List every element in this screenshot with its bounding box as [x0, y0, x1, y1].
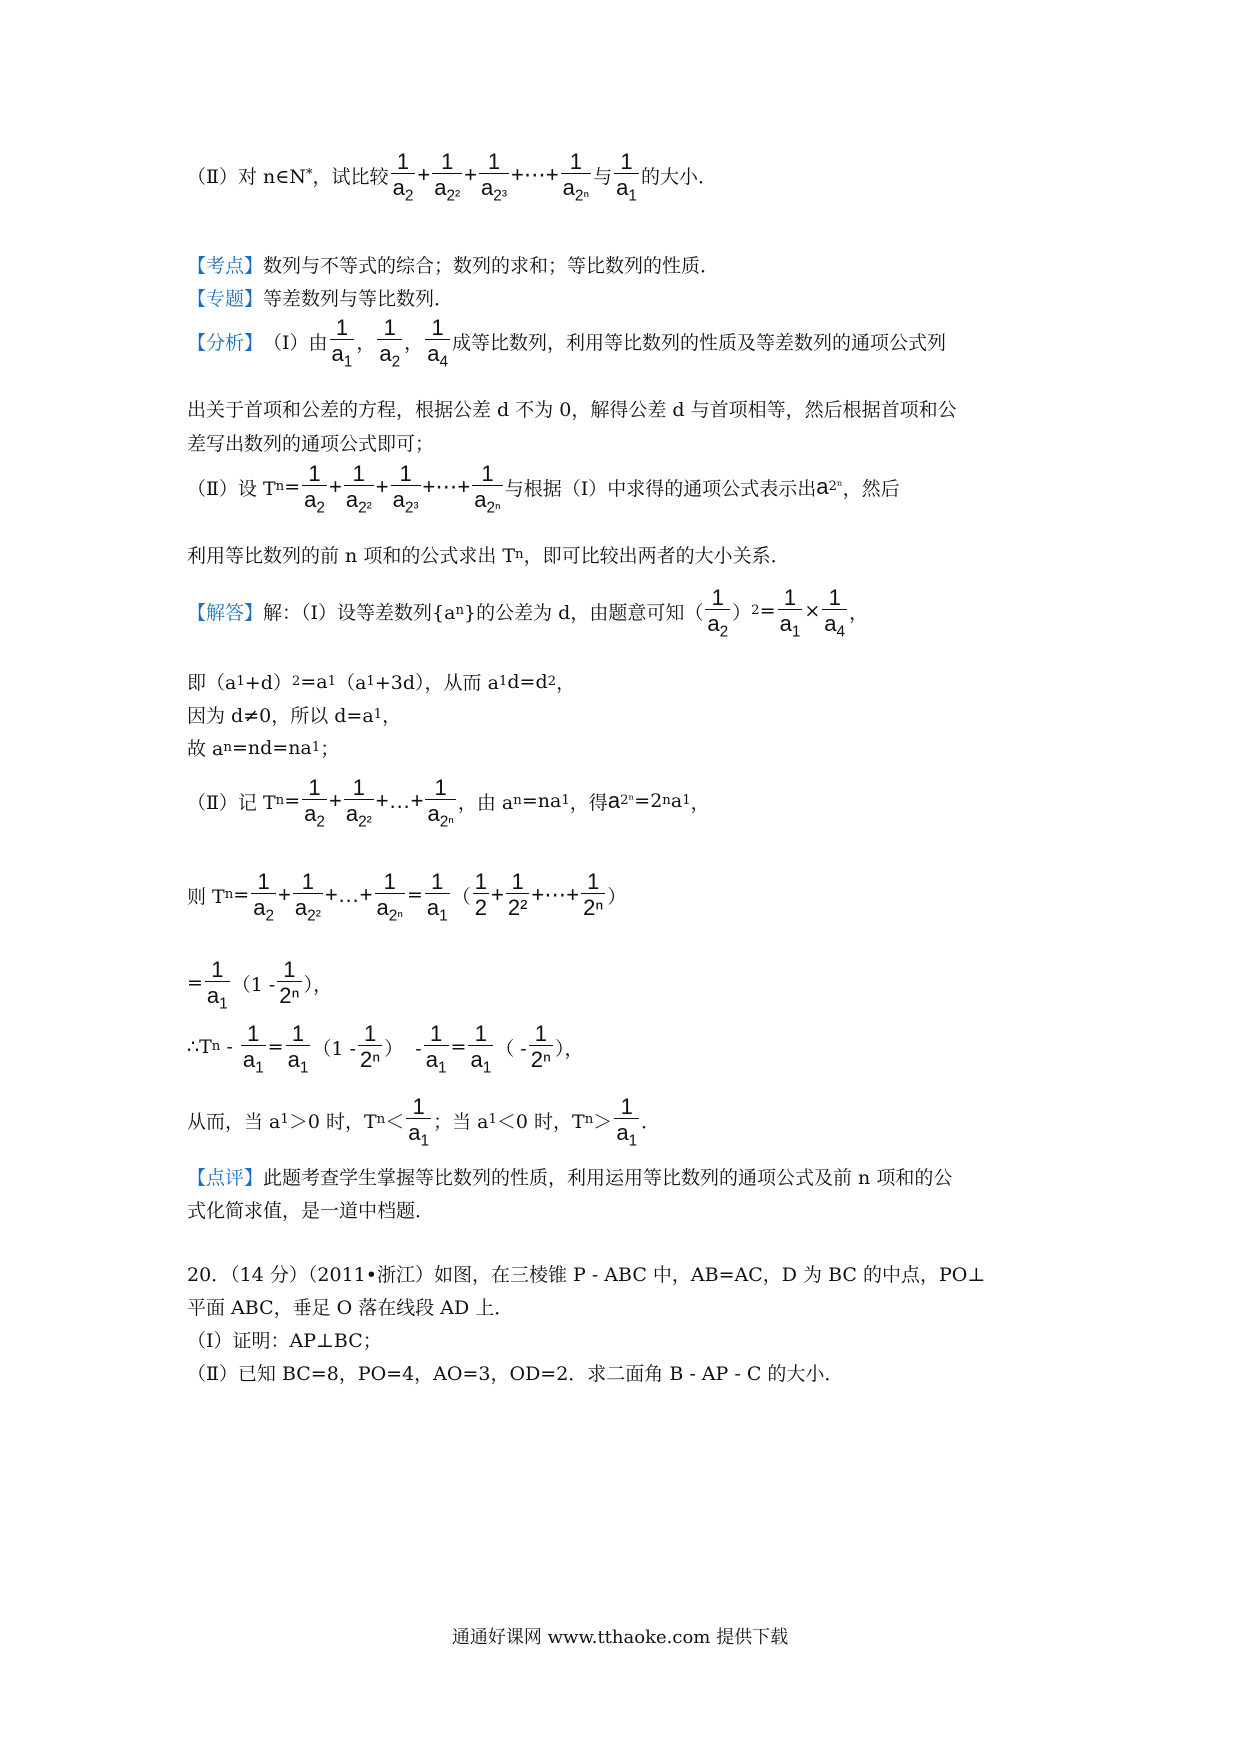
- math-text: a: [392, 175, 405, 201]
- math-text: a: [779, 611, 792, 637]
- footer-credit: 通通好课网 www.tthaoke.com 提供下载: [451, 1627, 789, 1648]
- plus: +: [375, 474, 389, 500]
- subscript: 1: [420, 1132, 430, 1150]
- times: ×: [804, 600, 821, 623]
- q20-line3: [187, 1326, 382, 1353]
- subscript: 2: [404, 187, 414, 205]
- math-text: =: [187, 972, 203, 995]
- fenxi-line2: [187, 395, 957, 422]
- math-text: ；: [320, 738, 340, 760]
- end-text: 的大小．: [640, 165, 717, 188]
- fraction: [205, 957, 230, 1013]
- math-text: 即（a: [187, 672, 237, 694]
- numerator: 1: [620, 149, 633, 174]
- jieda-line3: 因为 d≠0，所以 d=a 1 ，: [187, 701, 401, 728]
- text: 与根据（Ⅰ）中求得的通项公式表示出: [504, 477, 817, 500]
- denominator: [344, 799, 374, 831]
- denominator: [344, 485, 374, 517]
- jieda-line9: 从而，当 a 1 ＞0 时，T n ＜ $\frac{1}{a_1}$ ；当 a 1 ＜0 时，T n ＞ $\frac{1}{a_1}$ ．: [187, 1094, 661, 1150]
- math-text: a: [707, 611, 720, 637]
- zhuanti-text: 等差数列与等比数列．: [263, 288, 454, 310]
- q20-line4: [187, 1359, 843, 1386]
- numerator: 1: [481, 461, 494, 486]
- numerator: 1: [383, 869, 396, 894]
- text: }的公差为 d，由题意可知: [464, 601, 685, 624]
- jieda-line6: 则 T n = $\frac{1}{a_2}$ + $\frac{1}{a_{2^2}}$ +…+ $\frac{1}{a_{2^n}}$ = $\frac{1}{a_1}$ （ $\frac{1}{2}$ + $\frac{1}{\text{2²}}$ +⋯+ $\frac{1}{\text{2ⁿ}}$ ）: [187, 869, 627, 925]
- subscript: 2: [391, 353, 401, 371]
- math-text: +: [278, 882, 291, 908]
- subscript: 2: [265, 907, 275, 925]
- math-text: a: [287, 1047, 300, 1073]
- compare-text: ，试比较: [312, 165, 389, 188]
- subscript: 1: [482, 1059, 492, 1077]
- fraction: [251, 869, 276, 925]
- math-text: ＜: [385, 1110, 405, 1133]
- math-text: （a: [336, 672, 367, 694]
- denominator: 2ⁿ: [530, 1047, 551, 1073]
- denominator: [614, 1118, 639, 1150]
- q20-line1: [187, 1260, 985, 1287]
- fenxi-tag: 【分析】: [187, 331, 264, 354]
- math-text: a: [376, 895, 389, 921]
- fraction: [293, 869, 323, 925]
- numerator: 1: [283, 957, 296, 982]
- text: ，然后: [842, 477, 900, 500]
- fraction: [358, 1022, 382, 1072]
- jieda-line4: 故 a n =nd=na 1 ；: [187, 734, 339, 761]
- fraction: [822, 585, 847, 641]
- denominator: [778, 609, 803, 641]
- denominator: [705, 609, 730, 641]
- fraction: [330, 315, 355, 371]
- paren: （: [684, 601, 704, 624]
- math-text: （: [451, 885, 471, 908]
- numerator: 1: [587, 869, 600, 894]
- numerator: 1: [308, 775, 321, 800]
- math-text: ∴T: [187, 1036, 212, 1059]
- paren: ）: [732, 601, 752, 624]
- denominator: [468, 1045, 493, 1077]
- fraction: [424, 1021, 449, 1077]
- math-text: +: [490, 882, 504, 908]
- denominator: [302, 799, 327, 831]
- denominator: 2²: [507, 895, 528, 921]
- numerator: 1: [511, 869, 524, 894]
- numerator: 1: [308, 461, 321, 486]
- math-text: 则 T: [187, 885, 225, 908]
- fenxi-line5: 利用等比数列的前 n 项和的公式求出 T n ，即可比较出两者的大小关系．: [187, 541, 790, 568]
- comma: ，: [849, 601, 869, 624]
- denominator: [425, 339, 450, 371]
- numerator: 1: [257, 869, 270, 894]
- numerator: 1: [363, 1021, 377, 1046]
- numerator: 1: [352, 775, 365, 800]
- math-text: +: [328, 788, 342, 814]
- math-text: a: [616, 175, 629, 201]
- fraction: [425, 315, 450, 371]
- numerator: 1: [431, 315, 444, 340]
- comma: ，: [404, 331, 424, 354]
- fenxi-line3: [187, 429, 434, 456]
- denominator: [479, 173, 509, 205]
- math-text: a: [304, 801, 317, 827]
- fraction: [705, 585, 730, 641]
- math-text: 故 a: [187, 738, 224, 760]
- fraction: [614, 149, 639, 205]
- fenxi-line4: （Ⅱ）设 T n = $\frac{1}{a_2}$ + $\frac{1}{a_{2^2}}$ + $\frac{1}{a_{2^3}}$ +⋯+ $\frac{1}{a_{2^n}}$ 与根据（Ⅰ）中求得的通项公式表示出 a 2ⁿ ，然后: [187, 461, 900, 517]
- math-text: =a: [300, 670, 328, 693]
- subscript: 2: [316, 499, 325, 517]
- a-symbol: a: [816, 474, 829, 500]
- math-text: =: [284, 790, 301, 813]
- fraction: [473, 870, 489, 920]
- plus: +: [417, 162, 431, 188]
- subscript: 4: [836, 623, 846, 641]
- math-text: a: [294, 895, 308, 921]
- numerator: 1: [396, 149, 410, 174]
- numerator: 1: [399, 461, 412, 486]
- subscript: 2: [719, 623, 729, 641]
- numerator: 1: [412, 1094, 425, 1119]
- fraction: [302, 461, 327, 517]
- denominator: 2ⁿ: [583, 895, 604, 921]
- subscript: 1: [628, 1132, 638, 1150]
- numerator: 1: [441, 149, 454, 174]
- text: （Ⅰ）由: [263, 331, 328, 354]
- fraction: [425, 869, 450, 925]
- math-text: ，: [556, 672, 576, 694]
- fraction: [302, 775, 327, 831]
- dots: +⋯+: [510, 162, 559, 188]
- numerator: 1: [569, 149, 583, 174]
- math-text: ，得: [569, 791, 608, 814]
- math-text: a: [331, 341, 344, 367]
- math-text: a: [379, 341, 392, 367]
- fraction: [241, 1021, 266, 1077]
- numerator: 1: [211, 957, 224, 982]
- denominator: [375, 893, 405, 925]
- text: 平面 ABC，垂足 O 落在线段 AD 上．: [187, 1297, 514, 1319]
- plus: +: [464, 162, 478, 188]
- fraction: [344, 461, 374, 517]
- denominator: [251, 893, 276, 925]
- numerator: 1: [783, 585, 797, 610]
- fraction: [614, 1094, 639, 1150]
- math-text: 从而，当 a: [187, 1110, 281, 1133]
- fraction: [468, 1021, 493, 1077]
- math-text: a: [562, 175, 575, 201]
- numerator: 1: [711, 585, 724, 610]
- denominator: [241, 1045, 266, 1077]
- subscript: 1: [219, 995, 228, 1013]
- jieda-line1: 【解答】 解：（Ⅰ）设等差数列{a n }的公差为 d，由题意可知 （ $\frac{1}{a_2}$ ） 2 = $\frac{1}{a_1}$ × $\frac{1}{a_4}$ ，: [187, 585, 869, 641]
- math-text: -: [220, 1036, 239, 1059]
- math-text: a: [345, 801, 359, 827]
- math-text: +⋯+: [531, 882, 580, 908]
- denominator: [614, 173, 639, 205]
- math-text: =na: [521, 790, 562, 813]
- numerator: 1: [430, 1021, 443, 1046]
- math-text: =: [233, 884, 250, 907]
- math-text: a: [345, 487, 359, 513]
- subscript: 2ⁿ: [439, 813, 454, 831]
- numerator: 1: [291, 1021, 305, 1046]
- numerator: 1: [383, 315, 396, 340]
- subscript: 2²: [358, 813, 372, 831]
- math-text: ） -: [384, 1037, 422, 1060]
- fraction: [778, 585, 803, 641]
- subscript: 2²: [358, 499, 372, 517]
- text: 出关于首项和公差的方程，根据公差 d 不为 0，解得公差 d 与首项相等，然后根据首项和公: [187, 399, 957, 421]
- subscript: 1: [299, 1059, 309, 1077]
- zhuanti-line: [187, 284, 453, 311]
- dianping-line2: [187, 1196, 434, 1223]
- numerator: 1: [301, 869, 314, 894]
- math-text: ；当 a: [433, 1110, 489, 1133]
- math-text: =: [267, 1036, 284, 1059]
- denominator: [561, 173, 591, 205]
- text: ，即可比较出两者的大小关系．: [523, 545, 790, 567]
- text: 式化简求值，是一道中档题．: [187, 1200, 435, 1222]
- fraction: [472, 461, 502, 517]
- math-text: 因为 d≠0，所以 d=a: [187, 705, 374, 727]
- math-text: a: [427, 801, 440, 827]
- math-text: ＜0 时，T: [496, 1110, 585, 1133]
- denominator: [425, 799, 455, 831]
- text: 20．（14 分）（2011•浙江）如图，在三棱锥 P - ABC 中，AB=AC，D 为 BC 的中点，PO⊥: [187, 1264, 986, 1286]
- text: 差写出数列的通项公式即可；: [187, 433, 435, 455]
- math-text: （1 -: [312, 1037, 356, 1060]
- fraction: [479, 149, 509, 205]
- math-text: ，: [382, 705, 402, 727]
- denominator: [472, 485, 502, 517]
- fraction: [506, 870, 530, 920]
- math-text: ＞: [593, 1110, 613, 1133]
- jieda-line2: 即（a 1 +d） 2 =a 1 （a 1 +3d），从而 a 1 d=d 2 ，: [187, 668, 575, 695]
- math-text: +…+: [375, 788, 424, 814]
- denominator: [302, 485, 327, 517]
- denominator: [822, 609, 847, 641]
- math-text: a: [425, 1047, 438, 1073]
- math-text: a: [253, 895, 266, 921]
- numerator: 1: [434, 775, 447, 800]
- eq: =: [284, 476, 301, 499]
- vs-text: 与: [593, 165, 613, 188]
- math-text: （ -: [495, 1037, 527, 1060]
- subscript: 1: [343, 353, 353, 371]
- numerator: 1: [828, 585, 841, 610]
- denominator: [286, 1045, 311, 1077]
- text: 利用等比数列的前 n 项和的公式求出 T: [187, 545, 516, 567]
- denominator: 2ⁿ: [359, 1047, 381, 1073]
- comma: ，: [356, 331, 376, 354]
- fraction: [277, 958, 301, 1008]
- text: （Ⅱ）已知 BC=8，PO=4，AO=3，OD=2．求二面角 B - AP - C 的大小．: [187, 1363, 844, 1385]
- denominator: [424, 1045, 449, 1077]
- subscript: 2ⁿ: [574, 187, 590, 205]
- kaodian-tag: 【考点】: [187, 255, 264, 277]
- denominator: [377, 339, 402, 371]
- math-text: +d）: [244, 672, 292, 694]
- dots: +⋯+: [422, 474, 471, 500]
- math-text: a: [670, 790, 683, 813]
- text: 成等比数列，利用等比数列的性质及等差数列的通项公式列: [452, 331, 947, 354]
- fenxi-line1: [187, 315, 947, 371]
- jieda-tag: 【解答】: [187, 601, 264, 624]
- math-text: =: [406, 884, 423, 907]
- fraction: [581, 870, 605, 920]
- subscript: 2ⁿ: [388, 907, 403, 925]
- math-text: ，: [690, 791, 710, 814]
- denominator: [406, 1118, 431, 1150]
- math-text: a: [481, 175, 494, 201]
- fraction: [375, 869, 405, 925]
- math-text: a: [408, 1120, 421, 1146]
- math-text: =nd=na: [231, 736, 312, 759]
- numerator: 1: [335, 315, 349, 340]
- denominator: [425, 893, 450, 925]
- math-text: （Ⅱ）记 T: [187, 791, 276, 814]
- math-text: +3d），从而 a: [374, 672, 499, 694]
- math-text: +…+: [324, 882, 373, 908]
- math-text: a: [392, 487, 405, 513]
- math-text: a: [824, 611, 837, 637]
- plus: +: [328, 474, 342, 500]
- part2-question: （Ⅱ）对 n∈N * ，试比较 $\frac{1}{a_2}$ + $\frac{1}{a_{2^2}}$ + $\frac{1}{a_{2^3}}$ +⋯+ $\frac{1}{a_{2^n}}$ 与 $\frac{1}{a_1}$ 的大小．: [187, 149, 717, 205]
- subscript: 4: [439, 353, 448, 371]
- math-text: a: [426, 895, 440, 921]
- fraction: [344, 775, 374, 831]
- math-text: a: [242, 1047, 256, 1073]
- subscript: 2²: [307, 907, 321, 925]
- numerator: 1: [247, 1021, 260, 1046]
- math-text: a: [470, 1047, 483, 1073]
- numerator: 1: [474, 869, 487, 894]
- jieda-line8: ∴T n - $\frac{1}{a_1}$ = $\frac{1}{a_1}$ （1 - $\frac{1}{\text{2ⁿ}}$ ） - $\frac{1}{a_1}$ = $\frac{1}{a_1}$ （ - $\frac{1}{\text{2ⁿ}}$ ），: [187, 1021, 584, 1077]
- text: （Ⅰ）证明：AP⊥BC；: [187, 1330, 382, 1352]
- dianping-tag: 【点评】: [187, 1167, 264, 1189]
- math-text: a: [304, 487, 317, 513]
- subscript: 2: [316, 813, 325, 831]
- zhuanti-tag: 【专题】: [187, 288, 264, 310]
- denominator: [391, 173, 416, 205]
- numerator: 1: [474, 1021, 487, 1046]
- q20-line2: [187, 1293, 513, 1320]
- math-text: a: [474, 487, 487, 513]
- fraction: [391, 149, 416, 205]
- math-text: d=d: [507, 670, 548, 693]
- numerator: 1: [620, 1094, 633, 1119]
- math-text: a: [427, 341, 440, 367]
- fraction: [286, 1021, 311, 1077]
- math-text: =2: [634, 790, 663, 813]
- text: 此题考查学生掌握等比数列的性质，利用运用等比数列的通项公式及前 n 项和的公: [263, 1167, 953, 1189]
- math-text: ．: [641, 1110, 661, 1133]
- text: 解：（Ⅰ）设等差数列{a: [263, 601, 456, 624]
- math-text: ），: [555, 1037, 584, 1060]
- numerator: 1: [487, 149, 501, 174]
- subscript: 2²: [446, 187, 461, 205]
- denominator: [205, 981, 230, 1013]
- denominator: [432, 173, 462, 205]
- fraction: [529, 1022, 553, 1072]
- subscript: 2³: [404, 499, 419, 517]
- math-text: a: [434, 175, 447, 201]
- math-text: ＞0 时，T: [288, 1110, 377, 1133]
- kaodian-line: [187, 251, 719, 278]
- part2-label: （Ⅱ）对 n∈N: [187, 165, 306, 188]
- math-text: =: [450, 1036, 467, 1059]
- dianping-line1: [187, 1163, 952, 1190]
- jieda-line7: [187, 957, 333, 1013]
- fraction: [391, 461, 421, 517]
- subscript: 1: [628, 187, 637, 205]
- subscript: 2³: [493, 187, 507, 205]
- subscript: 1: [255, 1059, 264, 1077]
- fraction: [432, 149, 462, 205]
- numerator: 1: [431, 869, 444, 894]
- math-text: a: [607, 788, 621, 814]
- denominator: [391, 485, 421, 517]
- math-text: ）: [607, 885, 627, 908]
- denominator: 2ⁿ: [279, 983, 300, 1009]
- numerator: 1: [534, 1021, 547, 1046]
- math-text: a: [206, 983, 220, 1009]
- numerator: 1: [352, 461, 365, 486]
- eq: =: [759, 600, 776, 623]
- fraction: [425, 775, 455, 831]
- subscript: 1: [439, 907, 448, 925]
- jieda-line5: （Ⅱ）记 T n = $\frac{1}{a_2}$ + $\frac{1}{a_{2^2}}$ +…+ $\frac{1}{a_{2^n}}$ ，由 a n =na 1 ，得 a 2ⁿ =2 n a 1 ，: [187, 775, 710, 831]
- fraction: [561, 149, 591, 205]
- denominator: [330, 339, 355, 371]
- kaodian-text: 数列与不等式的综合；数列的求和；等比数列的性质．: [263, 255, 720, 277]
- subscript: 1: [437, 1059, 447, 1077]
- denominator: [293, 893, 323, 925]
- subscript: 1: [791, 623, 801, 641]
- math-text: ，由 a: [457, 791, 514, 814]
- fraction: [406, 1094, 431, 1150]
- text: （Ⅱ）设 T: [187, 477, 276, 500]
- math-text: a: [616, 1120, 629, 1146]
- subscript: 2ⁿ: [486, 499, 501, 517]
- denominator: 2: [474, 895, 487, 921]
- math-text: ），: [303, 973, 333, 996]
- fraction: [377, 315, 402, 371]
- math-text: （1 -: [231, 973, 276, 996]
